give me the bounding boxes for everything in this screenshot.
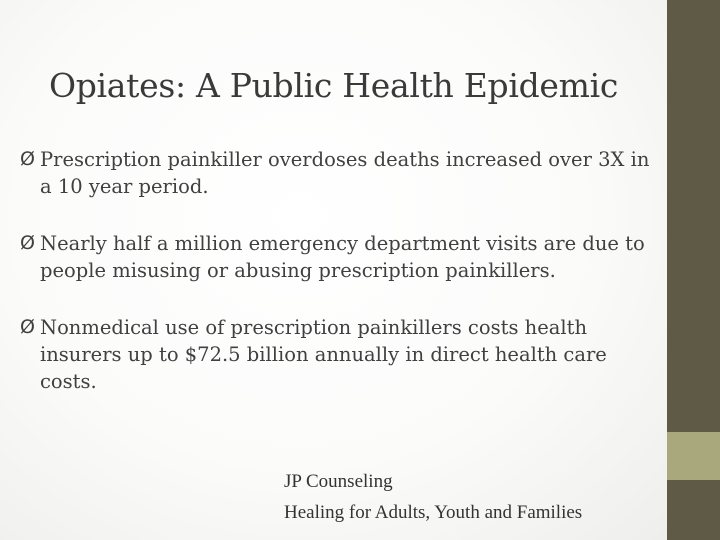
bullet-item <box>20 314 660 395</box>
side-accent-block <box>667 432 720 480</box>
arrow-bullet-icon: Ø <box>20 316 35 338</box>
bullet-item <box>20 230 660 284</box>
bullet-list <box>20 146 660 425</box>
footer-credit <box>284 466 664 528</box>
arrow-bullet-icon: Ø <box>20 148 35 170</box>
bullet-item <box>20 146 660 200</box>
arrow-bullet-icon: Ø <box>20 232 35 254</box>
slide-title: Opiates: A Public Health Epidemic <box>48 66 619 106</box>
bullet-text: Nearly half a million emergency department visits are due to people misusing or abusing prescription painkillers. <box>40 232 645 282</box>
bullet-text: Nonmedical use of prescription painkillers costs health insurers up to $72.5 billion annually in direct health care costs. <box>40 316 607 393</box>
footer-organization: JP Counseling <box>284 471 393 492</box>
footer-tagline: Healing for Adults, Youth and Families <box>284 502 583 523</box>
bullet-text: Prescription painkiller overdoses deaths increased over 3X in a 10 year period. <box>40 148 650 198</box>
